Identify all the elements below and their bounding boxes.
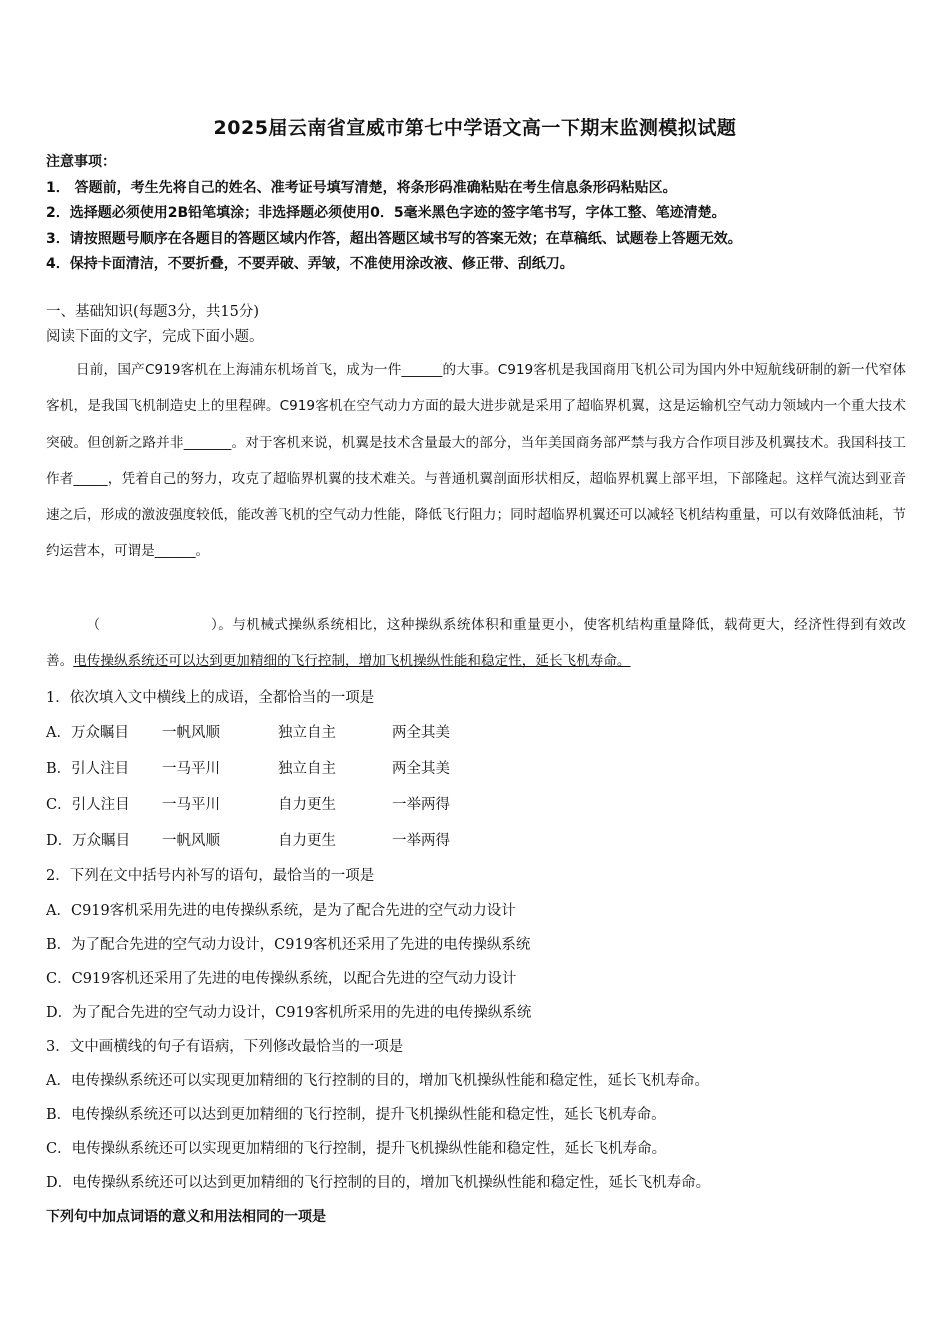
notice-item: 3．请按照题号顺序在各题目的答题区域内作答，超出答题区域书写的答案无效；在草稿纸、试题卷上答题无效。 [46,230,742,247]
q1-stem: 1．依次填入文中横线上的成语，全都恰当的一项是 [46,690,375,706]
q1-option-b [46,757,450,778]
option-text: C．引人注目 [46,797,130,813]
paren-open: （ [86,617,101,633]
q2-option-a: A．C919客机采用先进的电传操纵系统，是为了配合先进的空气动力设计 [46,903,516,919]
q2-option-c: C．C919客机还采用了先进的电传操纵系统，以配合先进的空气动力设计 [46,971,517,987]
underlined-sentence: 电传操纵系统还可以达到更加精细的飞行控制，增加飞机操纵性能和稳定性，延长飞机寿命。 [73,653,631,669]
reading-passage [46,352,906,570]
q2-option-d: D．为了配合先进的空气动力设计，C919客机所采用的先进的电传操纵系统 [46,1005,532,1021]
notice-block [46,150,906,278]
page-title: 2025届云南省宣威市第七中学语文高一下期末监测模拟试题 [213,117,737,139]
option-text: 一举两得 [392,833,450,849]
notice-item: 1． 答题前，考生先将自己的姓名、准考证号填写清楚，将条形码准确粘贴在考生信息条形码粘贴区。 [46,179,677,196]
option-text: D．万众瞩目 [46,833,131,849]
passage2-text: 。与机械式操纵系统相比，这种操纵系统体积和重量更小，使客机结构重量降低，载荷更大，经济性得到有效改善。 [46,617,906,669]
option-text: 一帆风顺 [162,833,220,849]
option-text: 一帆风顺 [162,725,220,741]
notice-item: 2．选择题必须使用2B铅笔填涂；非选择题必须使用0．5毫米黑色字迹的签字笔书写，字体工整、笔迹清楚。 [46,205,726,221]
option-text: 自力更生 [278,797,336,813]
next-question-stem: 下列句中加点词语的意义和用法相同的一项是 [46,1209,326,1225]
q3-option-c: C．电传操纵系统还可以实现更加精细的飞行控制，提升飞机操纵性能和稳定性，延长飞机寿命。 [46,1141,667,1157]
option-text: 一马平川 [162,761,220,777]
option-text: B．引人注目 [46,761,130,777]
q3-stem: 3．文中画横线的句子有语病，下列修改最恰当的一项是 [46,1039,404,1055]
reading-passage-2 [46,607,906,679]
option-text: A．万众瞩目 [46,725,129,741]
notice-heading: 注意事项： [46,154,116,170]
section-heading: 一、基础知识(每题3分，共15分) [46,304,259,320]
option-text: 两全其美 [392,761,450,777]
q1-option-d [46,829,450,850]
paren-close: ） [210,617,219,633]
option-text: 自力更生 [278,833,336,849]
notice-item: 4．保持卡面清洁，不要折叠，不要弄破、弄皱，不准使用涂改液、修正带、刮纸刀。 [46,256,574,272]
option-text: 两全其美 [392,725,450,741]
q3-option-b: B．电传操纵系统还可以达到更加精细的飞行控制，提升飞机操纵性能和稳定性，延长飞机寿命。 [46,1107,666,1123]
reading-intro: 阅读下面的文字，完成下面小题。 [46,329,264,345]
option-text: 独立自主 [278,761,336,777]
q2-stem: 2．下列在文中括号内补写的语句，最恰当的一项是 [46,868,375,884]
passage-paragraph: 日前，国产C919客机在上海浦东机场首飞，成为一件______的大事。C919客机是我国商用飞机公司为国内外中短航线研制的新一代窄体客机，是我国飞机制造史上的里程碑。C919客机在空气动力方面的最大进步就是采用了超临界机翼，这是运输机空气动力领域内一个重大技术突破。但创新之路并非_______。对于客机来说，机翼是技术含量最大的部分，当年美国商务部严禁与我方合作项目涉及机翼技术。我国科技工作者_____，凭着自己的努力，攻克了超临界机翼的技术难关。与普通机翼剖面形状相反，超临界机翼上部平坦，下部隆起。这样气流达到亚音速之后，形成的激波强度较低，能改善飞机的空气动力性能，降低飞行阻力；同时超临界机翼还可以减轻飞机结构重量，可以有效降低油耗，节约运营本，可谓是______。 [46,362,906,560]
q3-option-d: D．电传操纵系统还可以达到更加精细的飞行控制的目的，增加飞机操纵性能和稳定性，延长飞机寿命。 [46,1175,711,1191]
option-text: 独立自主 [278,725,336,741]
q3-option-a: A．电传操纵系统还可以实现更加精细的飞行控制的目的，增加飞机操纵性能和稳定性，延长飞机寿命。 [46,1073,709,1089]
q1-option-a [46,721,450,742]
q1-option-c [46,793,450,814]
q2-option-b: B．为了配合先进的空气动力设计，C919客机还采用了先进的电传操纵系统 [46,937,531,953]
option-text: 一马平川 [162,797,220,813]
option-text: 一举两得 [392,797,450,813]
